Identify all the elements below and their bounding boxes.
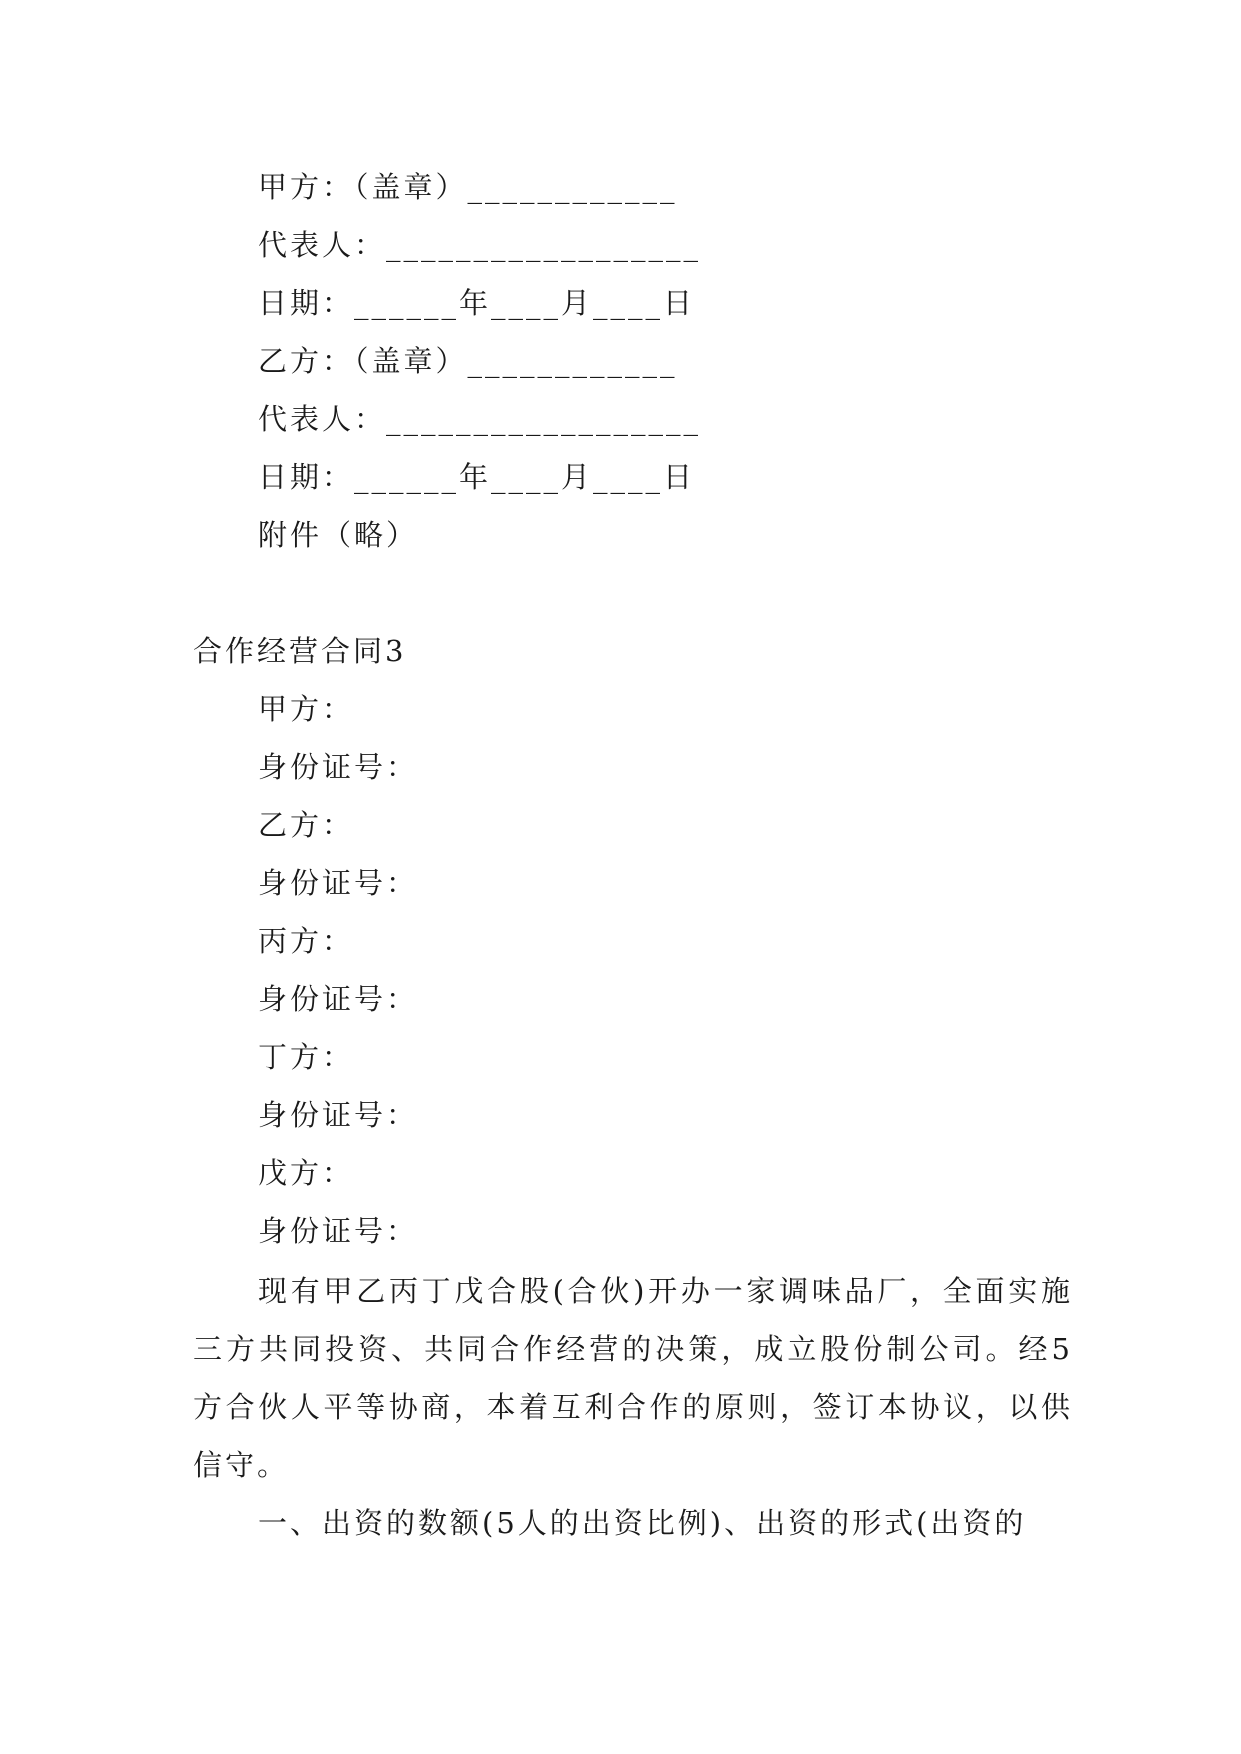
- party-jia-id-label: 身份证号：: [258, 750, 419, 784]
- party-ding-label: 丁方：: [258, 1040, 355, 1074]
- party-b-seal-line: 乙方：（盖章）____________: [258, 344, 678, 378]
- attachment-note: 附件（略）: [258, 518, 419, 552]
- clause-one-paragraph: 一、出资的数额(5人的出资比例)、出资的形式(出资的: [258, 1506, 1027, 1540]
- party-yi-id-label: 身份证号：: [258, 866, 419, 900]
- party-wu-label: 戊方：: [258, 1156, 355, 1190]
- intro-paragraph: 现有甲乙丙丁戊合股(合伙)开办一家调味品厂，全面实施三方共同投资、共同合作经营的决策，成立股份制公司。经5方合伙人平等协商，本着互利合作的原则，签订本协议，以供信守。: [193, 1274, 1073, 1482]
- section-title: 合作经营合同3: [193, 634, 407, 668]
- party-b-date-line: 日期：______年____月____日: [258, 460, 696, 494]
- party-a-seal-line: 甲方：（盖章）____________: [258, 170, 678, 204]
- party-a-date-line: 日期：______年____月____日: [258, 286, 696, 320]
- party-a-representative-line: 代表人：__________________: [258, 228, 702, 262]
- party-yi-label: 乙方：: [258, 808, 355, 842]
- party-bing-label: 丙方：: [258, 924, 355, 958]
- party-jia-label: 甲方：: [258, 692, 355, 726]
- party-bing-id-label: 身份证号：: [258, 982, 419, 1016]
- party-ding-id-label: 身份证号：: [258, 1098, 419, 1132]
- party-wu-id-label: 身份证号：: [258, 1214, 419, 1248]
- party-b-representative-line: 代表人：__________________: [258, 402, 702, 436]
